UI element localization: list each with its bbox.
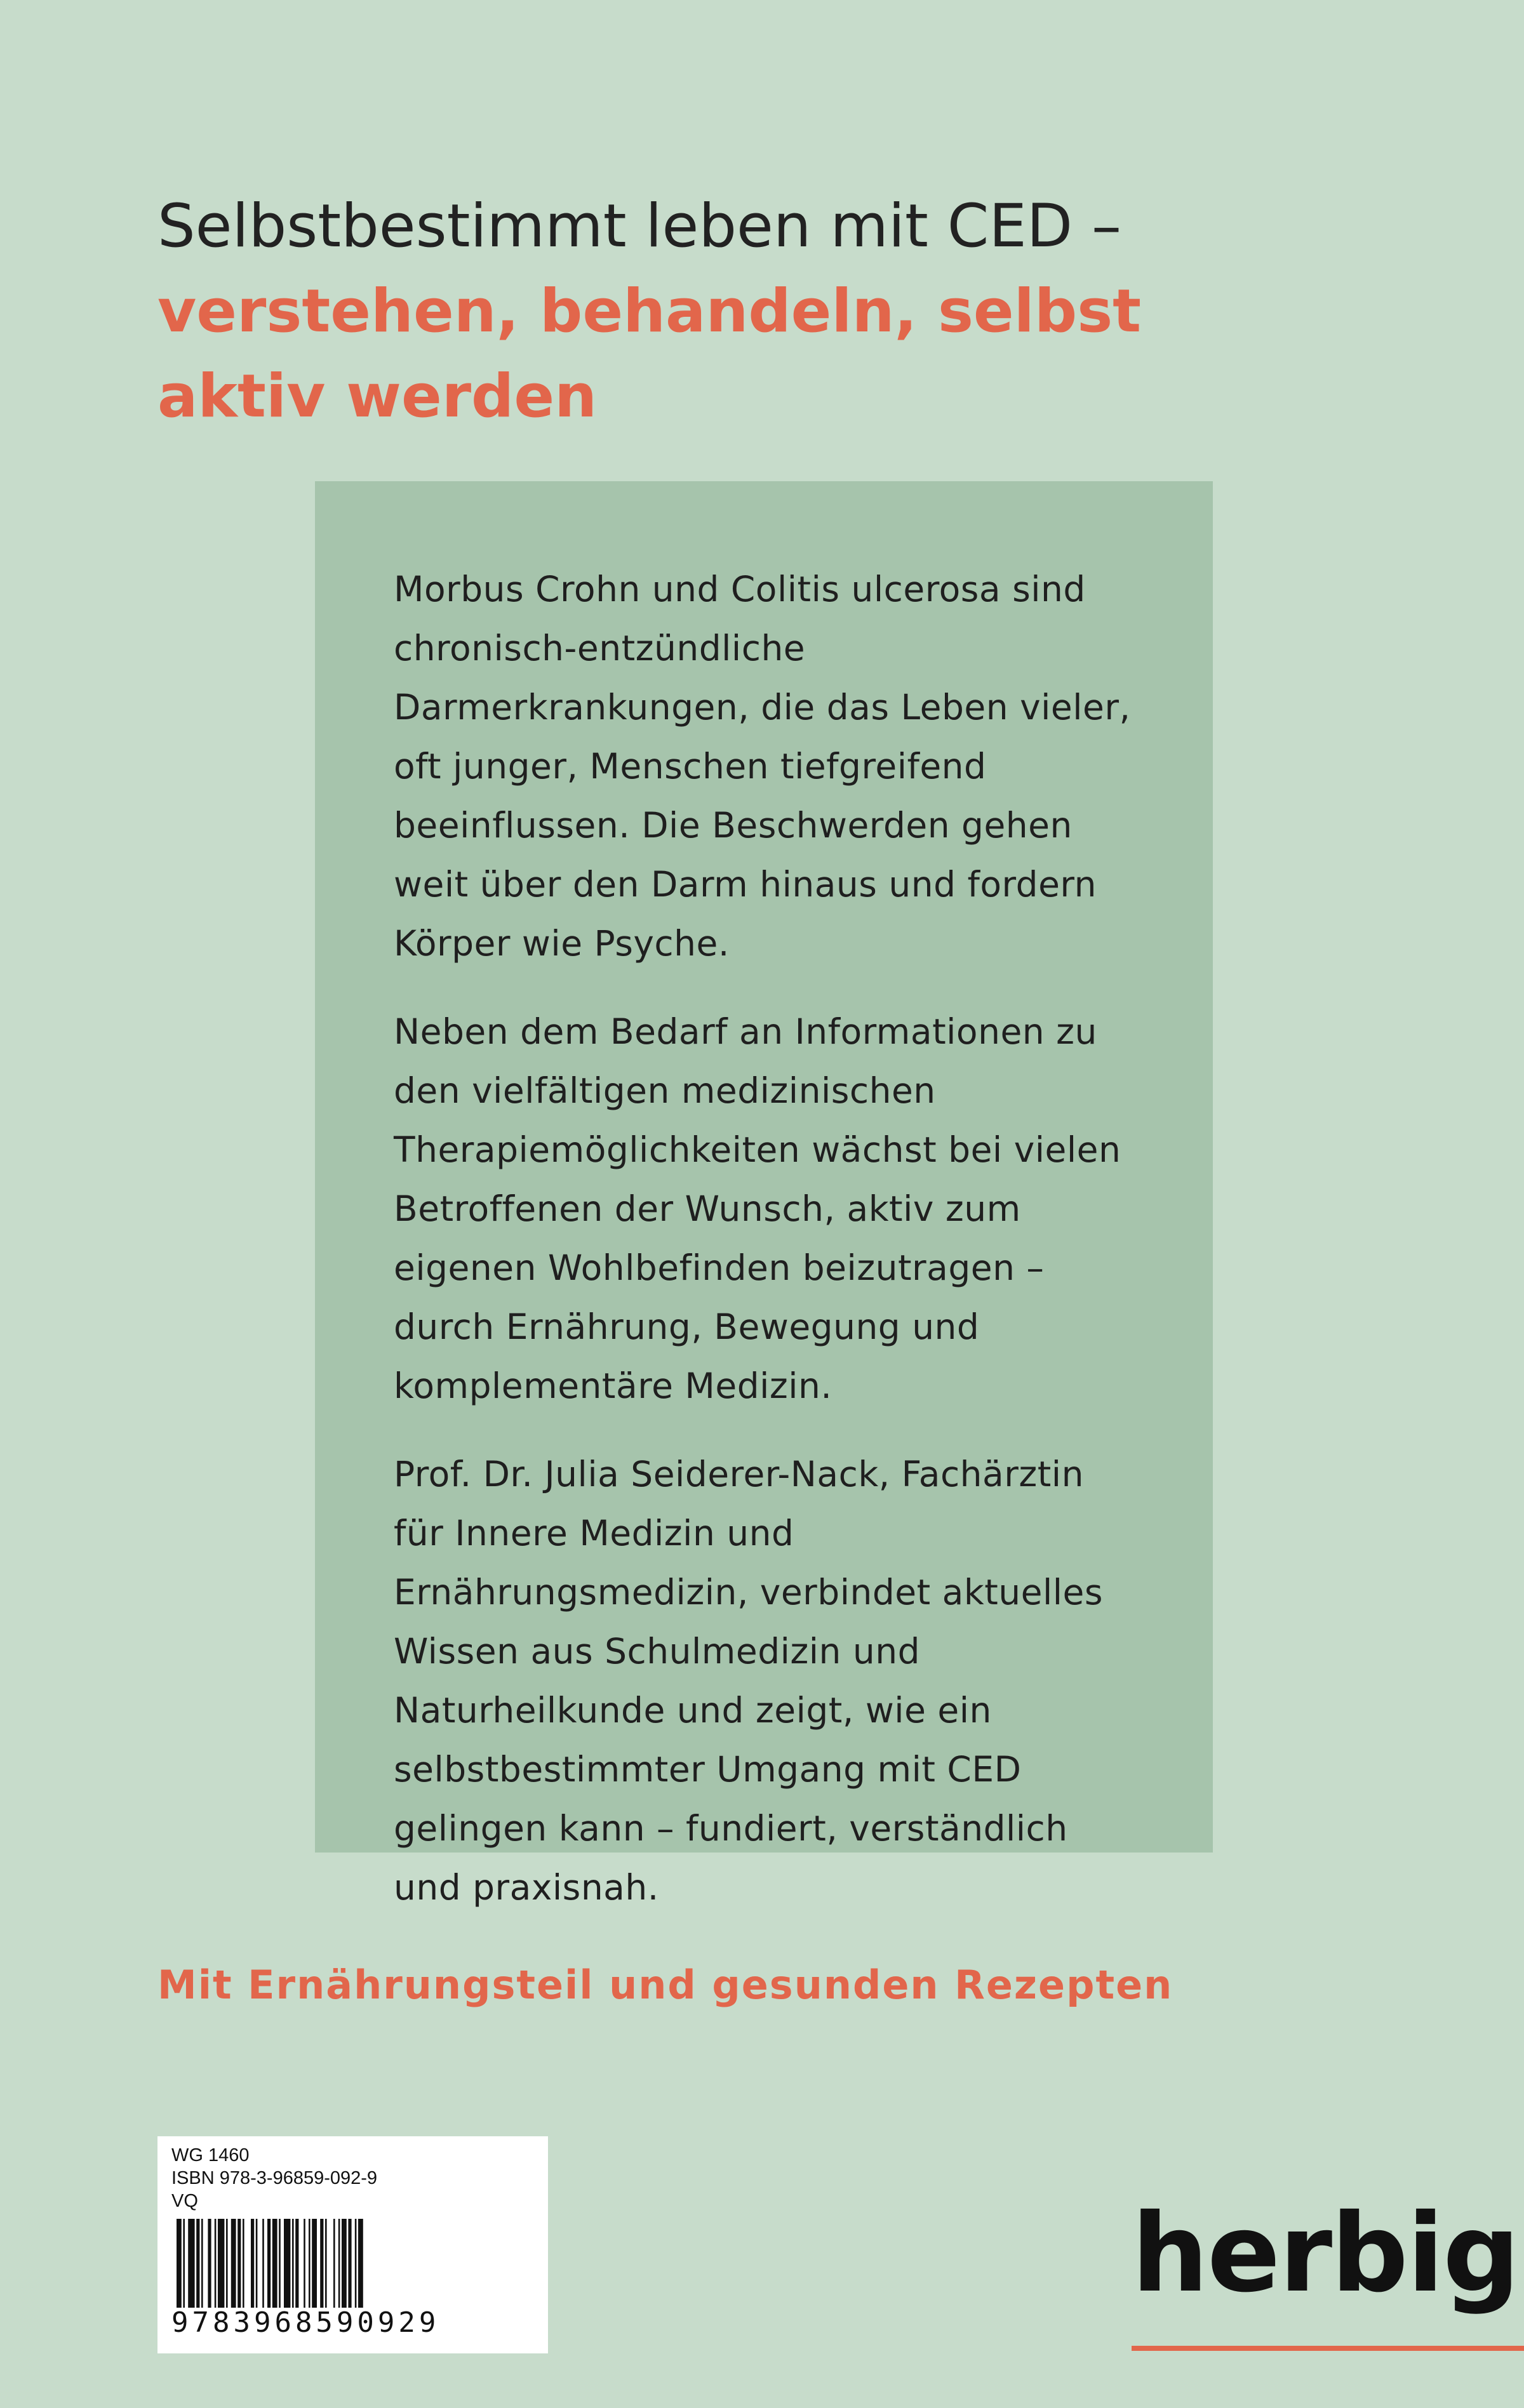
barcode-bar xyxy=(183,2219,185,2308)
barcode-bar xyxy=(279,2219,281,2308)
tagline: Mit Ernährungsteil und gesunden Rezepten xyxy=(157,1962,1173,2008)
barcode-bar xyxy=(201,2219,203,2308)
barcode-wg: WG 1460 xyxy=(171,2145,250,2165)
barcode-bar xyxy=(309,2219,311,2308)
barcode-bar xyxy=(342,2219,347,2308)
blurb-paragraph-1: Morbus Crohn und Colitis ulcerosa sind chronisch-entzündliche Darmerkrankungen, die das Leben vieler, oft junger, Menschen tiefgreifend beeinflussen. Die Beschwerden gehen weit über den Darm hinaus und fordern Körper wie Psyche. xyxy=(394,569,1131,964)
barcode-bar xyxy=(272,2219,277,2308)
barcode-label xyxy=(157,2136,548,2353)
barcode-digits: 9783968590929 xyxy=(171,2306,440,2339)
barcode-isbn: ISBN 978-3-96859-092-9 xyxy=(171,2168,378,2188)
barcode-bar xyxy=(320,2219,323,2308)
barcode-bar xyxy=(251,2219,254,2308)
barcode-bar xyxy=(312,2219,317,2308)
publisher-logo-underline xyxy=(1132,2346,1524,2351)
headline xyxy=(157,184,1396,439)
barcode-bar xyxy=(188,2219,194,2308)
barcode-bar xyxy=(295,2219,298,2308)
barcode-bar xyxy=(262,2219,264,2308)
barcode-bar xyxy=(231,2219,236,2308)
barcode-bar xyxy=(256,2219,258,2308)
barcode-bar xyxy=(218,2219,224,2308)
barcode-bar xyxy=(196,2219,199,2308)
barcode-bar xyxy=(226,2219,228,2308)
barcode-bar xyxy=(243,2219,244,2308)
barcode-bar xyxy=(355,2219,357,2308)
blurb-panel xyxy=(315,481,1213,1908)
barcode-bar xyxy=(237,2219,241,2308)
headline-line-2a: verstehen, behandeln, selbst xyxy=(157,277,1142,346)
barcode-bar xyxy=(292,2219,294,2308)
barcode-bar xyxy=(358,2219,363,2308)
barcode-bar xyxy=(304,2219,305,2308)
blurb-paragraph-2: Neben dem Bedarf an Informationen zu den vielfältigen medizinischen Therapiemöglichkeiten wächst bei vielen Betroffenen der Wunsch, aktiv zum eigenen Wohlbefinden beizutragen – durch Ernährung, Bewegung und komplementäre Medizin. xyxy=(394,1011,1121,1406)
barcode-bar xyxy=(208,2219,211,2308)
barcode-bars xyxy=(171,2219,533,2308)
barcode-bar xyxy=(348,2219,351,2308)
barcode-bar xyxy=(325,2219,327,2308)
barcode-bar xyxy=(215,2219,217,2308)
barcode-bar xyxy=(338,2219,340,2308)
headline-line-2b: aktiv werden xyxy=(157,362,598,431)
barcode-bar xyxy=(177,2219,182,2308)
blurb-paragraph-3: Prof. Dr. Julia Seiderer-Nack, Fachärztin für Innere Medizin und Ernährungsmedizin, verbindet aktuelles Wissen aus Schulmedizin und Naturheilkunde und zeigt, wie ein selbstbestimmter Umgang mit CED gelingen kann – fundiert, verständlich und praxisnah. xyxy=(394,1454,1104,1908)
publisher-logo: herbig xyxy=(1132,2191,1519,2317)
barcode-bar xyxy=(267,2219,271,2308)
barcode-bar xyxy=(333,2219,335,2308)
barcode-code: VQ xyxy=(171,2191,198,2211)
headline-line-1: Selbstbestimmt leben mit CED – xyxy=(157,192,1122,261)
barcode-bar xyxy=(284,2219,290,2308)
